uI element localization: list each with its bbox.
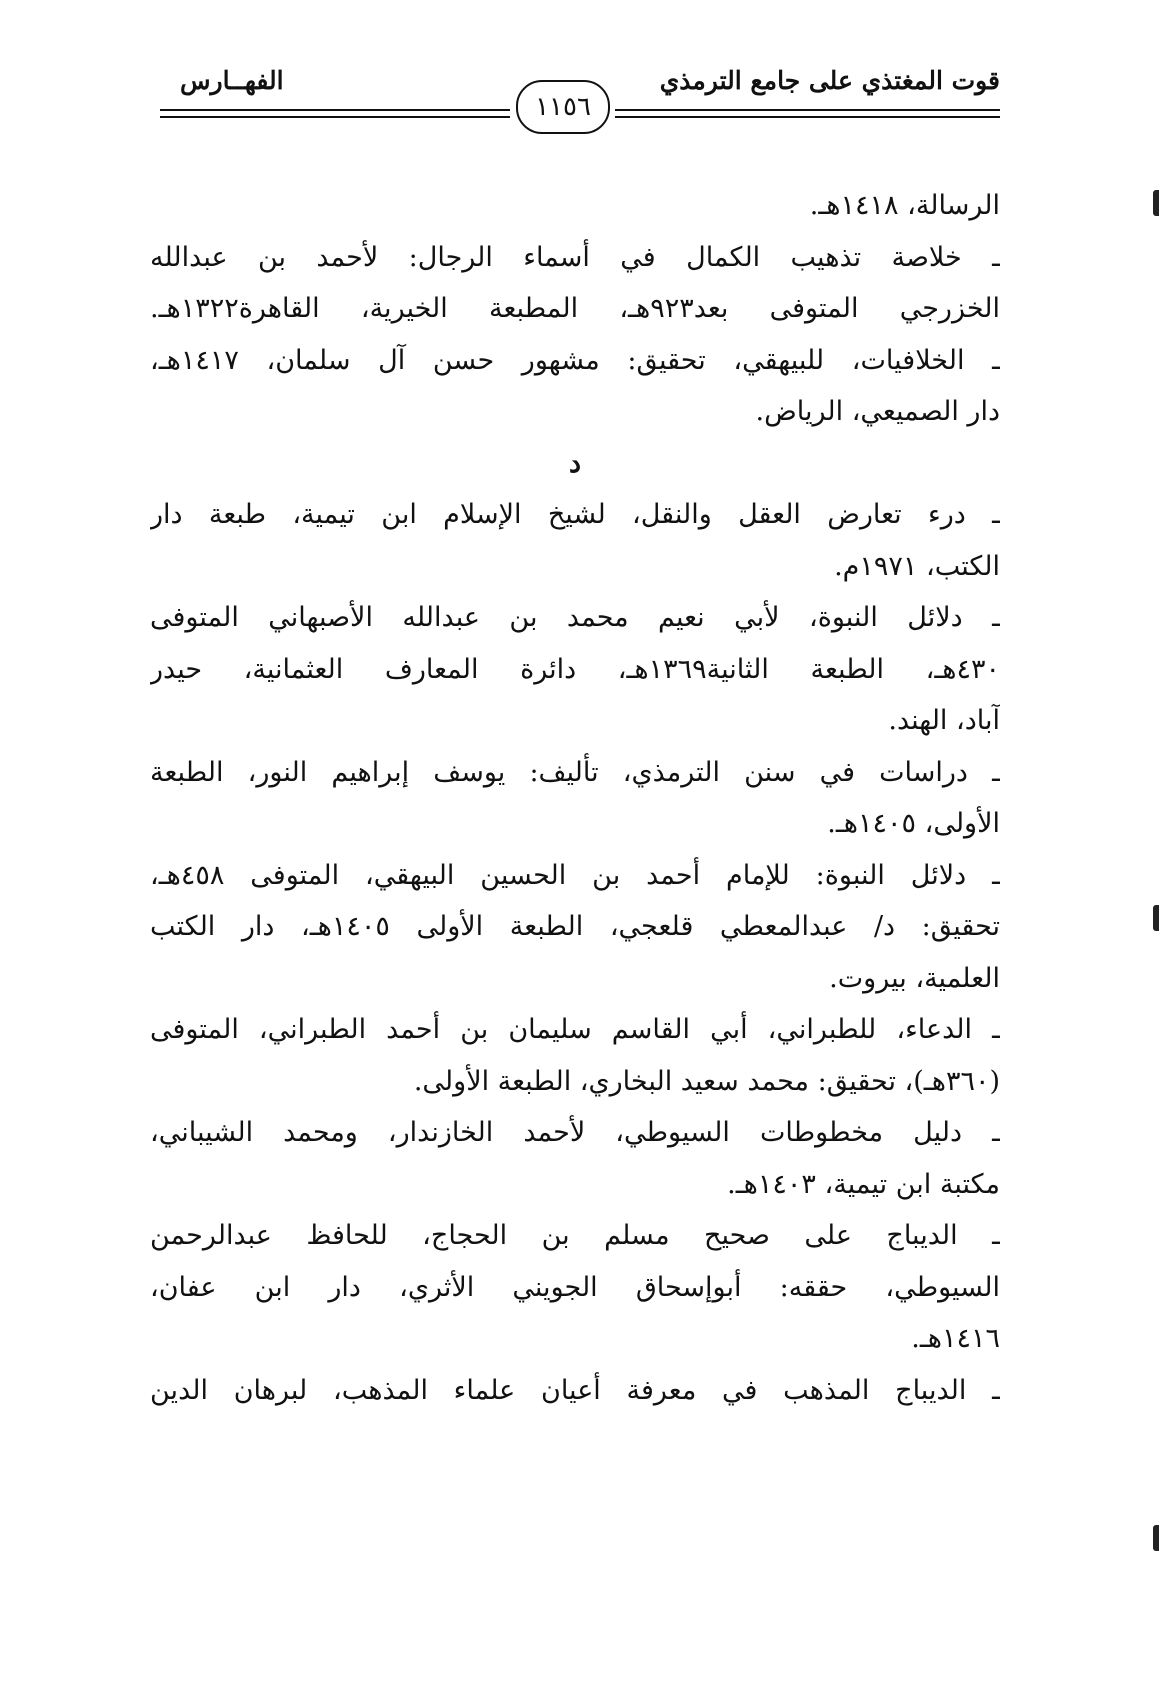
text-line: ـ الخلافيات، للبيهقي، تحقيق: مشهور حسن آل سلمان، ١٤١٧هـ، <box>150 344 1000 376</box>
running-header <box>150 58 1000 138</box>
text-line: ـ خلاصة تذهيب الكمال في أسماء الرجال: لأحمد بن عبدالله <box>150 241 1000 273</box>
text-line: ـ الدعاء، للطبراني، أبي القاسم سليمان بن أحمد الطبراني، المتوفى <box>150 1014 1000 1045</box>
binding-mark <box>1153 1525 1159 1551</box>
text-line: ـ الديباج على صحيح مسلم بن الحجاج، للحافظ عبدالرحمن <box>150 1220 1000 1251</box>
text-line: ـ دلائل النبوة: للإمام أحمد بن الحسين البيهقي، المتوفى ٤٥٨هـ، <box>150 859 1000 891</box>
book-title: قوت المغتذي على جامع الترمذي <box>659 66 1000 95</box>
text-line: الكتب، ١٩٧١م. <box>834 550 1000 582</box>
text-line: ـ درء تعارض العقل والنقل، لشيخ الإسلام ابن تيمية، طبعة دار <box>150 499 1000 530</box>
text-line: الأولى، ١٤٠٥هـ. <box>827 808 1000 839</box>
text-line: دار الصميعي، الرياض. <box>755 396 1000 427</box>
section-letter-heading: د <box>568 447 582 479</box>
binding-mark <box>1153 905 1159 931</box>
header-rule <box>615 116 1000 118</box>
text-line: العلمية، بيروت. <box>829 962 1000 994</box>
text-line: (٣٦٠هـ)، تحقيق: محمد سعيد البخاري، الطبعة الأولى. <box>413 1065 1000 1097</box>
text-line: ١٤١٦هـ. <box>911 1323 1000 1354</box>
text-line: مكتبة ابن تيمية، ١٤٠٣هـ. <box>727 1168 1000 1200</box>
header-rule <box>160 116 510 118</box>
text-line: ـ دلائل النبوة، لأبي نعيم محمد بن عبدالله الأصبهاني المتوفى <box>150 602 1000 633</box>
header-rule <box>160 109 510 111</box>
text-line: ـ دليل مخطوطات السيوطي، لأحمد الخازندار، ومحمد الشيباني، <box>150 1117 1000 1148</box>
text-line: السيوطي، حققه: أبوإسحاق الجويني الأثري، دار ابن عفان، <box>150 1271 1000 1303</box>
header-rule <box>615 109 1000 111</box>
bibliography-text <box>150 180 1000 1416</box>
text-line: ٤٣٠هـ، الطبعة الثانية١٣٦٩هـ، دائرة المعارف العثمانية، حيدر <box>150 653 1000 685</box>
text-line: الرسالة، ١٤١٨هـ. <box>809 190 1000 221</box>
text-line: تحقيق: د/ عبدالمعطي قلعجي، الطبعة الأولى ١٤٠٥هـ، دار الكتب <box>150 911 1000 942</box>
text-line: ـ دراسات في سنن الترمذي، تأليف: يوسف إبراهيم النور، الطبعة <box>150 756 1000 788</box>
text-line: الخزرجي المتوفى بعد٩٢٣هـ، المطبعة الخيرية، القاهرة١٣٢٢هـ. <box>150 293 1000 324</box>
binding-mark <box>1153 190 1159 216</box>
section-title: الفهــارس <box>180 66 284 95</box>
text-line: ـ الديباج المذهب في معرفة أعيان علماء المذهب، لبرهان الدين <box>150 1374 1000 1406</box>
text-line: آباد، الهند. <box>888 705 1000 736</box>
page-number: ١١٥٦ <box>516 80 610 134</box>
